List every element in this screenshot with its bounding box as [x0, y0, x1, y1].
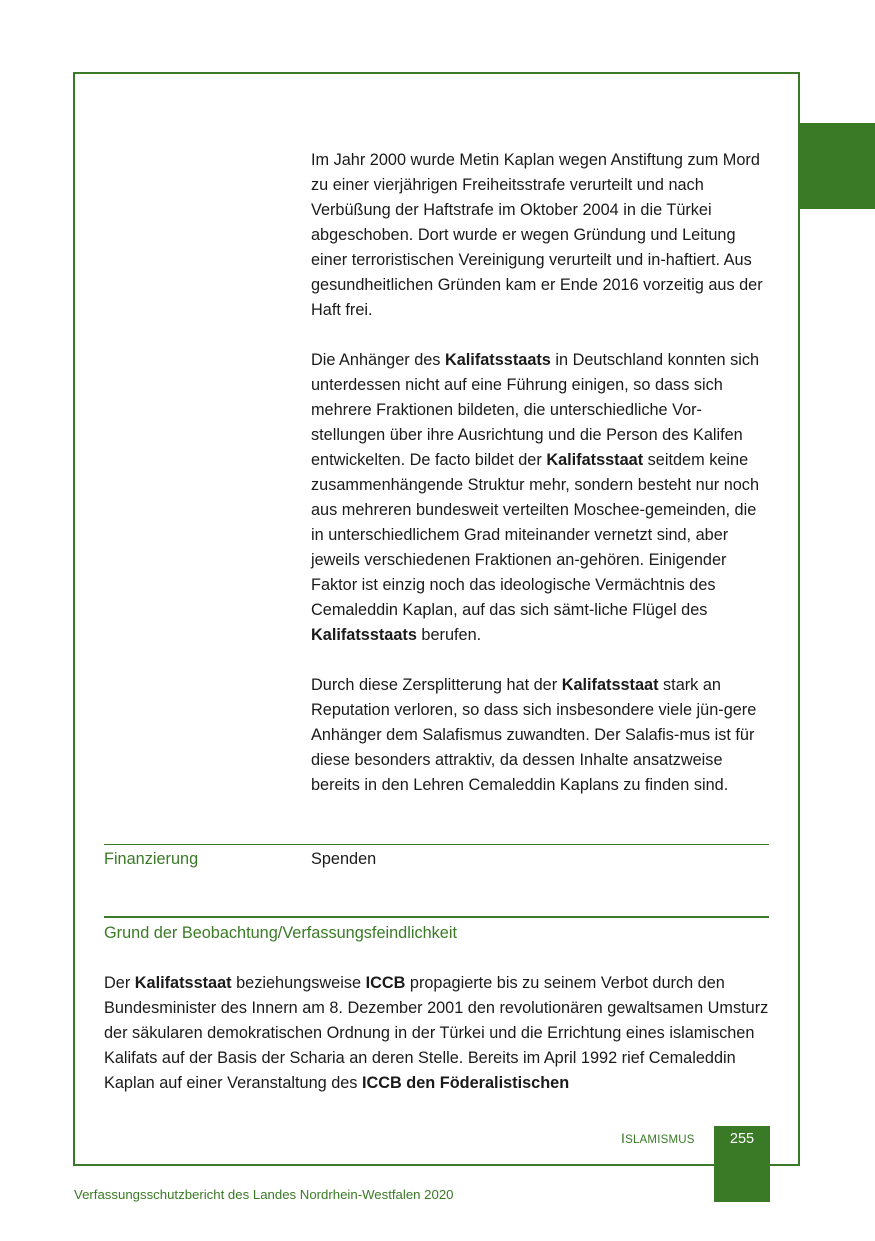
financing-value: Spenden	[311, 850, 377, 868]
page-number-box	[714, 1126, 770, 1202]
right-column	[311, 148, 771, 798]
chapter-tab	[800, 123, 875, 209]
page-number: 255	[729, 1131, 755, 1147]
financing-divider	[104, 844, 769, 845]
section-paragraph: Der Kalifatsstaat beziehungsweise ICCB propagierte bis zu seinem Verbot durch den Bundesminister des Innern am 8. Dezember 2001 den revolutionären gewaltsamen Umsturz der säkularen demokratischen Ordnung in der Türkei und die Errichtung eines islamischen Kalifats auf der Basis der Scharia an deren Stelle. Bereits im April 1992 rief Cemaleddin Kaplan auf einer Veranstaltung des ICCB den Föderalistischen	[104, 974, 769, 1092]
report-title: Verfassungsschutzbericht des Landes Nordrhein-Westfalen 2020	[74, 1187, 454, 1202]
section-divider	[104, 916, 769, 918]
section-heading: Grund der Beobachtung/Verfassungsfeindlichkeit	[104, 924, 457, 942]
footer-section-name: ISLAMISMUS	[621, 1130, 695, 1146]
paragraph-1: Im Jahr 2000 wurde Metin Kaplan wegen Anstiftung zum Mord zu einer vierjährigen Freiheitsstrafe verurteilt und nach Verbüßung der Haftstrafe im Oktober 2004 in die Türkei abgeschoben. Dort wurde er wegen Gründung und Leitung einer terroristischen Vereinigung verurteilt und in-haftiert. Aus gesundheitlichen Gründen kam er Ende 2016 vorzeitig aus der Haft frei.	[311, 151, 763, 319]
financing-label: Finanzierung	[104, 850, 199, 868]
paragraph-2: Die Anhänger des Kalifatsstaats in Deutschland konnten sich unterdessen nicht auf eine Führung einigen, so dass sich mehrere Fraktionen bildeten, die unterschiedliche Vor-stellungen über ihre Ausrichtung und die Person des Kalifen entwickelten. De facto bildet der Kalifatsstaat seitdem keine zusammenhängende Struktur mehr, sondern besteht nur noch aus mehreren bundesweit verteilten Moschee-gemeinden, die in unterschiedlichem Grad miteinander vernetzt sind, aber jeweils verschiedenen Fraktionen an-gehören. Einigender Faktor ist einzig noch das ideologische Vermächtnis des Cemaleddin Kaplan, auf das sich sämt-liche Flügel des Kalifatsstaats berufen.	[311, 351, 760, 644]
section-body	[104, 971, 772, 1096]
paragraph-3: Durch diese Zersplitterung hat der Kalifatsstaat stark an Reputation verloren, so dass sich insbesondere viele jün-gere Anhänger dem Salafismus zuwandten. Der Salafis-mus ist für diese besonders attraktiv, da dessen Inhalte ansatzweise bereits in den Lehren Cemaleddin Kaplans zu finden sind.	[311, 676, 757, 794]
